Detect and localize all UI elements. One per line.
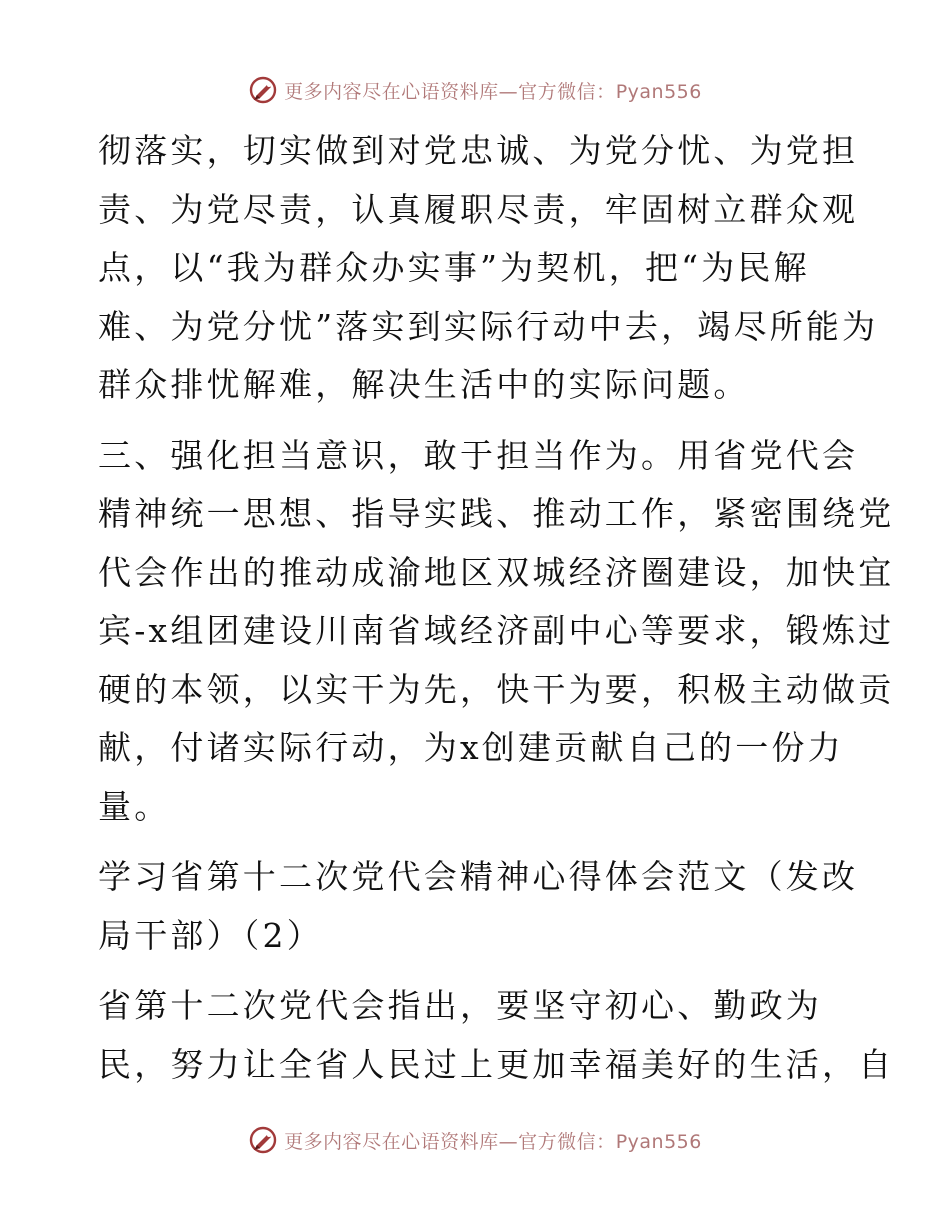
ink-pen-seal-icon: [248, 1125, 278, 1155]
paragraph-section-three: [98, 427, 895, 837]
paragraph-intro: [98, 977, 895, 1094]
text-line: 学习省第十二次党代会精神心得体会范文（发改: [98, 857, 859, 896]
text-line: 民，努力让全省人民过上更加幸福美好的生活，自: [98, 1044, 895, 1084]
text-line: 献，付诸实际行动，为x创建贡献自己的一份力: [98, 728, 844, 767]
watermark-text: [284, 1127, 702, 1154]
text-line: 省第十二次党代会指出，要坚守初心、勤政为: [98, 986, 822, 1025]
watermark-id: Pyan556: [615, 1130, 702, 1153]
watermark-group: [248, 1125, 702, 1155]
section-title: [98, 848, 868, 965]
text-line: 群众排忧解难，解决生活中的实际问题。: [98, 365, 750, 404]
ink-pen-seal-icon: [248, 75, 278, 105]
text-line: 量。: [98, 786, 171, 826]
text-line: 点，以“我为群众办实事”为契机，把“为民解: [98, 248, 810, 287]
text-line: 责、为党尽责，认真履职尽责，牢固树立群众观: [98, 189, 859, 229]
text-line: 代会作出的推动成渝地区双城经济圈建设，加快宜: [98, 552, 895, 592]
watermark-main: 更多内容尽在心语资料库: [284, 1130, 499, 1153]
watermark-label: 官方微信：: [518, 1130, 616, 1153]
watermark-text: [284, 77, 702, 104]
watermark-group: [248, 75, 702, 105]
watermark-label: 官方微信：: [518, 80, 616, 103]
text-line: 难、为党分忧”落实到实际行动中去，竭尽所能为: [98, 306, 879, 346]
text-line: 精神统一思想、指导实践、推动工作，紧密围绕党: [98, 494, 895, 533]
watermark-separator: —: [498, 80, 519, 103]
text-line: 彻落实，切实做到对党忠诚、为党分忧、为党担: [98, 131, 859, 170]
text-line: 硬的本领，以实干为先，快干为要，积极主动做贡: [98, 669, 895, 709]
text-line: 局干部）（2）: [98, 915, 323, 955]
footer-watermark: [0, 1122, 950, 1158]
watermark-id: Pyan556: [615, 80, 702, 103]
watermark-main: 更多内容尽在心语资料库: [284, 80, 499, 103]
paragraph-continuation: [98, 122, 879, 415]
text-line: 宾-x组团建设川南省域经济副中心等要求，锻炼过: [98, 611, 895, 650]
text-line: 三、强化担当意识，敢于担当作为。用省党代会: [98, 435, 859, 475]
header-watermark: [0, 72, 950, 108]
watermark-separator: —: [498, 1130, 519, 1153]
document-body: [98, 122, 895, 1094]
